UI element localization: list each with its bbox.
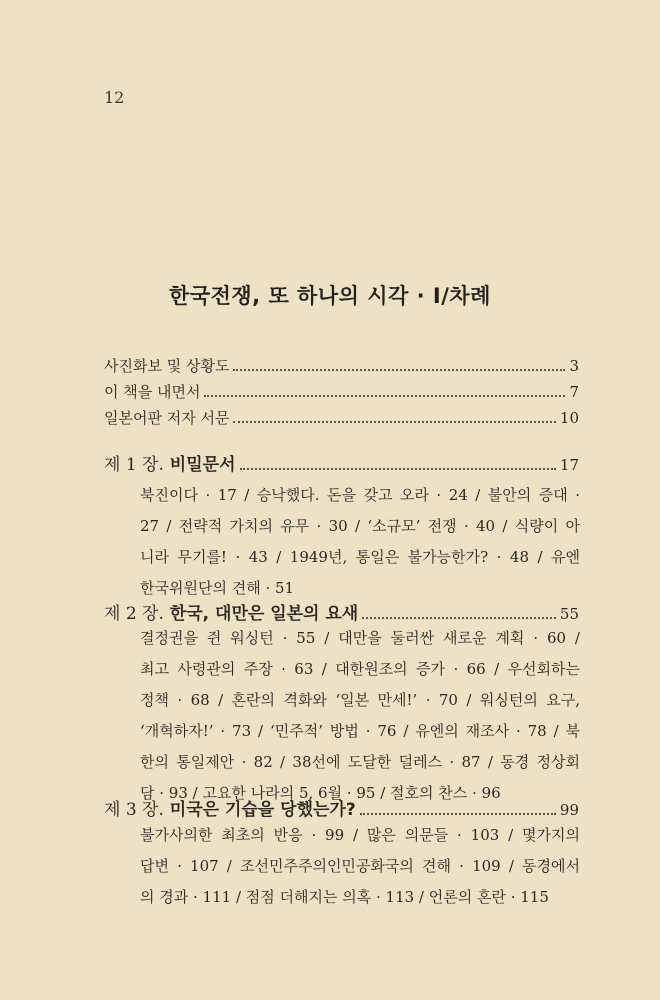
chapter-page: 17 xyxy=(559,456,579,474)
section-line: 결정권을 쥔 워싱턴 · 55 / 대만을 둘러싼 새로운 계획 · 60 / xyxy=(140,629,580,647)
section-line: 의 경과 · 111 / 점점 더해지는 의혹 · 113 / 언론의 혼란 · 115 xyxy=(140,888,549,906)
toc-entry-label: 사진화보 및 상황도 xyxy=(104,357,230,375)
chapter-page: 55 xyxy=(559,605,579,623)
section-line: 한국위원단의 견해 · 51 xyxy=(140,579,295,597)
leader-dots xyxy=(360,813,556,815)
chapter-number: 제 1 장. xyxy=(104,455,164,475)
section-line: 정책 · 68 / 혼란의 격화와 ‘일본 만세!’ · 70 / 워싱턴의 요구, xyxy=(140,691,580,709)
chapter-1-sections xyxy=(140,480,580,604)
chapter-2-sections xyxy=(140,623,580,809)
section-line: 북진이다 · 17 / 승낙했다. 돈을 갖고 오라 · 24 / 불안의 증대 · xyxy=(140,486,580,504)
section-line: ‘개혁하자!’ · 73 / ‘민주적’ 방법 · 76 / 유엔의 재조사 · 78 / 북 xyxy=(140,722,580,740)
page-number: 12 xyxy=(104,88,125,107)
section-line: 최고 사령관의 주장 · 63 / 대한원조의 증가 · 66 / 우선회하는 xyxy=(140,660,580,678)
leader-dots xyxy=(362,617,556,619)
toc-entry-front-matter xyxy=(104,382,579,402)
toc-entry-front-matter xyxy=(104,356,579,376)
chapter-number: 제 2 장. xyxy=(104,604,164,624)
leader-dots xyxy=(233,421,555,423)
toc-entry-label: 일본어판 저자 서문 xyxy=(104,409,230,427)
chapter-page: 99 xyxy=(559,801,579,819)
chapter-title: 미국은 기습을 당했는가? xyxy=(169,800,356,820)
toc-title: 한국전쟁, 또 하나의 시각 · Ⅰ/차례 xyxy=(169,284,491,308)
toc-entry-page: 7 xyxy=(569,383,579,401)
chapter-heading xyxy=(104,604,358,624)
toc-chapter-1 xyxy=(104,455,579,475)
leader-dots xyxy=(233,369,565,371)
section-line: 불가사의한 최초의 반응 · 99 / 많은 의문들 · 103 / 몇가지의 xyxy=(140,826,580,844)
toc-entry-front-matter xyxy=(104,408,579,428)
section-line: 27 / 전략적 가치의 유무 · 30 / ‘소규모’ 전쟁 · 40 / 식량이 아 xyxy=(140,517,580,535)
chapter-heading xyxy=(104,800,356,820)
toc-chapter-2 xyxy=(104,604,579,624)
chapter-title: 비밀문서 xyxy=(169,455,236,475)
section-line: 한의 통일제안 · 82 / 38선에 도달한 덜레스 · 87 / 동경 정상회 xyxy=(140,753,580,771)
chapter-heading xyxy=(104,455,236,475)
leader-dots xyxy=(240,468,556,470)
section-line: 니라 무기를! · 43 / 1949년, 통일은 불가능한가? · 48 / 유엔 xyxy=(140,548,580,566)
leader-dots xyxy=(204,395,565,397)
section-line: 답변 · 107 / 조선민주주의인민공화국의 견해 · 109 / 동경에서 xyxy=(140,857,580,875)
section-line: 담 · 93 / 고요한 나라의 5, 6월 · 95 / 절호의 찬스 · 96 xyxy=(140,784,501,802)
chapter-title: 한국, 대만은 일본의 요새 xyxy=(169,604,359,624)
toc-entry-page: 10 xyxy=(559,409,579,427)
chapter-3-sections xyxy=(140,820,580,913)
toc-chapter-3 xyxy=(104,800,579,820)
chapter-number: 제 3 장. xyxy=(104,800,164,820)
toc-entry-page: 3 xyxy=(569,357,579,375)
toc-entry-label: 이 책을 내면서 xyxy=(104,383,201,401)
